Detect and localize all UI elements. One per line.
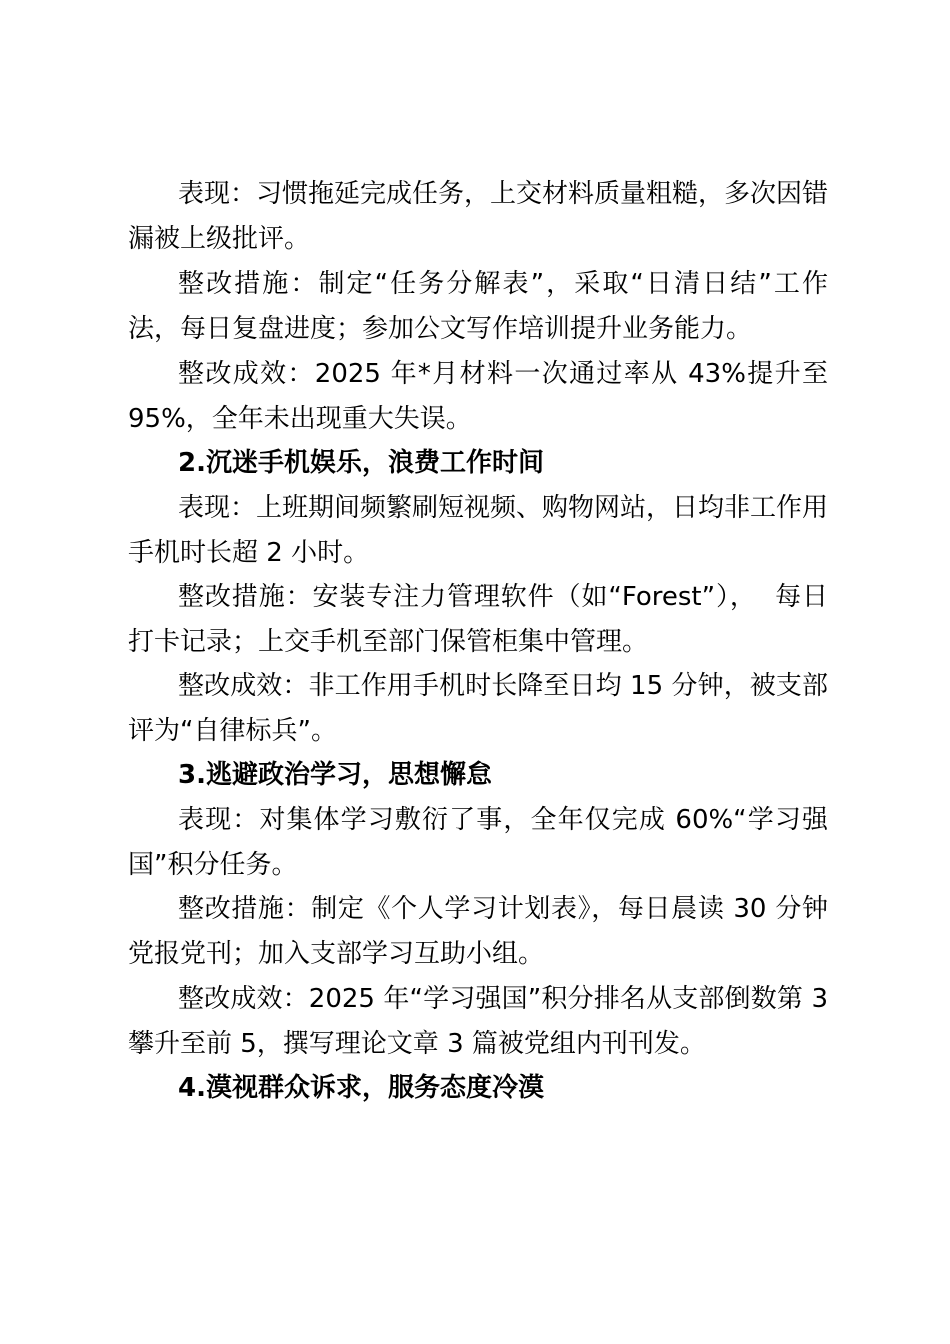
section-heading-4: 4.漠视群众诉求，服务态度冷漠: [178, 1073, 544, 1103]
paragraph-measures-3: 整改措施：制定《个人学习计划表》，每日晨读 30 分钟党报党刊；加入支部学习互助小组。: [128, 894, 828, 969]
section-heading-3: 3.逃避政治学习，思想懈怠: [178, 760, 492, 790]
paragraph-results-3: 整改成效：2025 年“学习强国”积分排名从支部倒数第 3 攀升至前 5，撰写理论文章 3 篇被党组内刊刊发。: [128, 984, 837, 1059]
paragraph-performance-2: 表现：上班期间频繁刷短视频、购物网站，日均非工作用手机时长超 2 小时。: [128, 493, 829, 568]
paragraph-performance-3: 表现：对集体学习敷衍了事，全年仅完成 60%“学习强国”积分任务。: [128, 805, 828, 880]
paragraph-results-1: 整改成效：2025 年*月材料一次通过率从 43%提升至 95%，全年未出现重大失误。: [128, 359, 837, 434]
paragraph-performance-1: 表现：习惯拖延完成任务，上交材料质量粗糙，多次因错漏被上级批评。: [128, 179, 829, 254]
paragraph-measures-2: 整改措施：安装专注力管理软件（如“Forest”）， 每日打卡记录；上交手机至部门保管柜集中管理。: [128, 582, 828, 657]
paragraph-results-2: 整改成效：非工作用手机时长降至日均 15 分钟，被支部评为“自律标兵”。: [128, 671, 828, 746]
section-heading-2: 2.沉迷手机娱乐，浪费工作时间: [178, 448, 544, 478]
paragraph-measures-1: 整改措施：制定“任务分解表”，采取“日清日结”工作法，每日复盘进度；参加公文写作培训提升业务能力。: [128, 269, 828, 344]
